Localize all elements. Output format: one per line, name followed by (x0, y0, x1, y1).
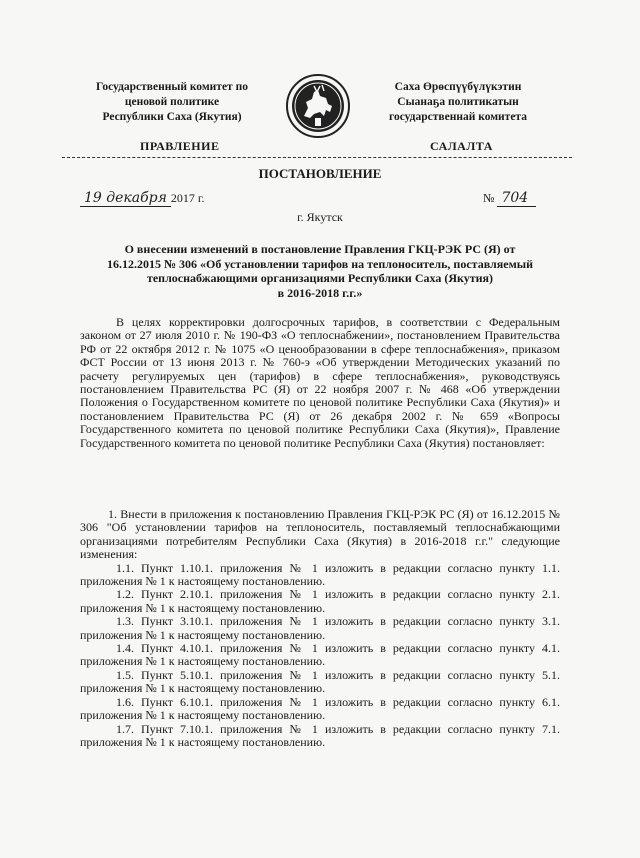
resolution-items (80, 508, 560, 749)
board-label-yakut: САЛАЛТА (430, 139, 493, 153)
subitem: 1.2. Пункт 2.10.1. приложения № 1 изложить в редакции согласно пункту 2.1. приложения № 1 к настоящему постановлению. (80, 587, 560, 615)
subitem: 1.3. Пункт 3.10.1. приложения № 1 изложить в редакции согласно пункту 3.1. приложения № 1 к настоящему постановлению. (80, 614, 560, 642)
yakutia-coat-of-arms-icon (284, 72, 352, 140)
document-subject (70, 242, 570, 300)
handwritten-number: 704 (497, 190, 536, 207)
subject-line: теплоснабжающими организациями Республики Саха (Якутия) (146, 271, 494, 285)
item-1: 1. Внести в приложения к постановлению Правления ГКЦ-РЭК РС (Я) от 16.12.2015 № 306 "Об установлении тарифов на теплоноситель, поставляемый теплоснабжающими организациями потребителям Республики Саха (Якутия) в 2016-2018 г.г." следующие изменения: (80, 507, 560, 562)
org-name-line: Государственный комитет по (96, 81, 248, 93)
subitem: 1.5. Пункт 5.10.1. приложения № 1 изложить в редакции согласно пункту 5.1. приложения № 1 к настоящему постановлению. (80, 667, 560, 696)
document-title: ПОСТАНОВЛЕНИЕ (258, 166, 382, 181)
org-name-line: Сыанаҕа политикатын (397, 96, 519, 108)
handwritten-date: 19 декабря (80, 190, 171, 207)
subitem: 1.6. Пункт 6.10.1. приложения № 1 изложить в редакции согласно пункту 6.1. приложения № 1 к настоящему постановлению. (80, 694, 560, 723)
subject-line: в 2016-2018 г.г.» (277, 285, 363, 300)
board-label-russian: ПРАВЛЕНИЕ (140, 139, 220, 153)
org-name-yakut (358, 80, 558, 125)
document-city: г. Якутск (297, 210, 343, 224)
subitem: 1.1. Пункт 1.10.1. приложения № 1 изложить в редакции согласно пункту 1.1. приложения № 1 к настоящему постановлению. (80, 560, 560, 589)
org-name-line: Саха Өрөспүүбүлүкэтин (394, 81, 522, 93)
org-name-line: государственнай комитета (389, 111, 527, 123)
document-number (483, 190, 536, 206)
subitem: 1.7. Пункт 7.10.1. приложения № 1 изложить в редакции согласно пункту 7.1. приложения № 1 к настоящему постановлению. (80, 721, 560, 749)
subitem: 1.4. Пункт 4.10.1. приложения № 1 изложить в редакции согласно пункту 4.1. приложения № 1 к настоящему постановлению. (80, 641, 560, 669)
preamble-paragraph: В целях корректировки долгосрочных тарифов, в соответствии с Федеральным законом от 27 июля 2010 г. № 190-ФЗ «О теплоснабжении», постановлением Правительства РФ от 22 октября 2012 г. № 1075 «О ценообразовании в сфере теплоснабжения», приказом ФСТ России от 13 июня 2013 г. № 760-э «Об утверждении Методических указаний по расчету регулируемых цен (тарифов) в сфере теплоснабжения», руководствуясь постановлением Правительства РС (Я) от 22 ноября 2007 г. № 468 «Об утверждении Положения о Государственном комитете по ценовой политике Республики Саха (Якутия)» и постановлением Правительства РС (Я) от 26 декабря 2002 г. № 659 «Вопросы Государственного комитета по ценовой политике Республики Саха (Якутия)», Правление Государственного комитета по ценовой политике Республики Саха (Якутия) постановляет: (80, 315, 560, 450)
header-divider (62, 157, 572, 158)
org-name-line: Республики Саха (Якутия) (102, 111, 242, 123)
org-name-russian (72, 80, 272, 125)
number-sign: № (483, 191, 495, 205)
org-name-line: ценовой политике (124, 96, 220, 108)
subject-line: О внесении изменений в постановление Правления ГКЦ-РЭК РС (Я) от (124, 242, 516, 256)
subject-line: 16.12.2015 № 306 «Об установлении тарифов на теплоноситель, поставляемый (106, 256, 534, 271)
date-year: 2017 г. (170, 191, 205, 205)
document-date (80, 190, 204, 206)
